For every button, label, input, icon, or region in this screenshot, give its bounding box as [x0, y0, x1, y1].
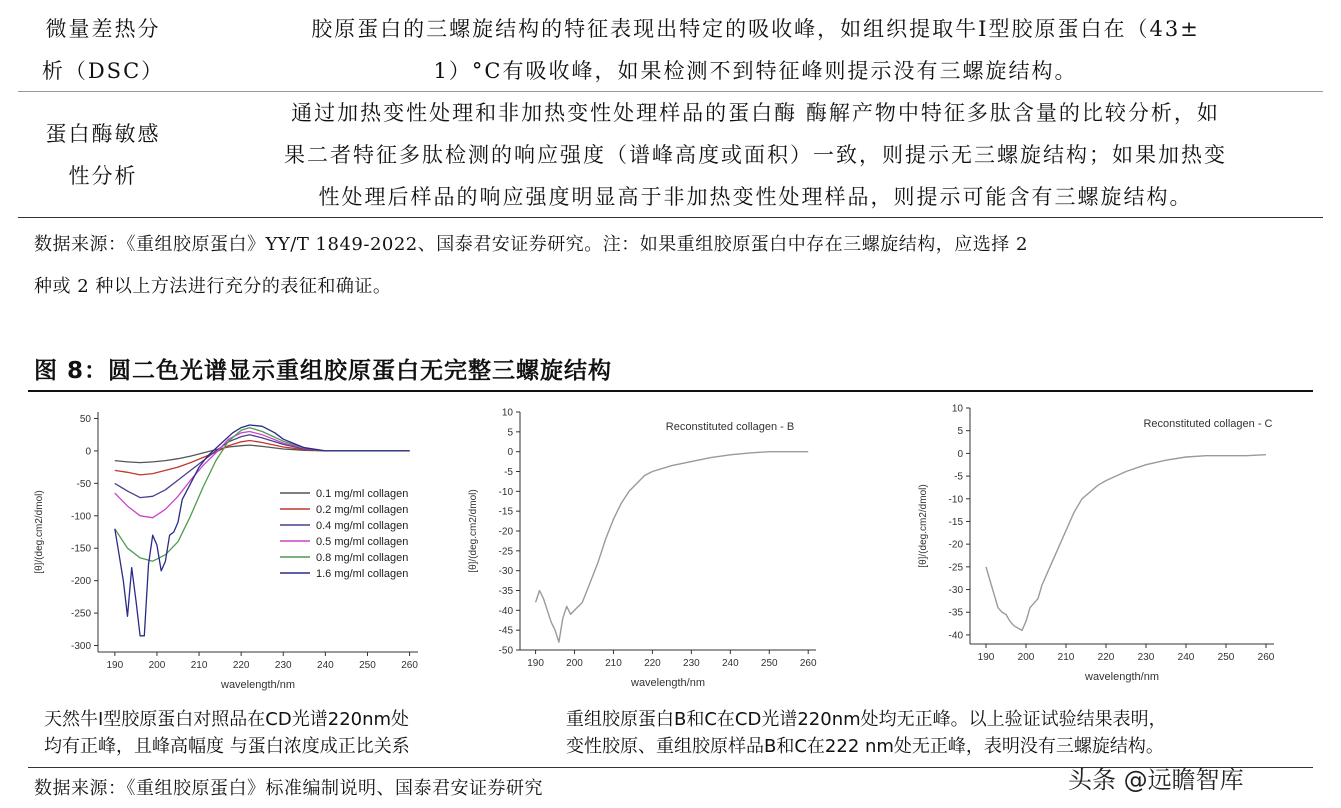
y-tick-label: 10 — [951, 403, 963, 415]
caption-line: 变性胶原、重组胶原样品B和C在222 nm处无正峰，表明没有三螺旋结构。 — [566, 736, 1164, 757]
y-axis-label: [θ]/(deg.cm2/dmol) — [918, 484, 929, 568]
x-tick-label: 220 — [1097, 652, 1115, 663]
x-tick-label: 240 — [317, 660, 334, 671]
x-tick-label: 250 — [1217, 652, 1235, 663]
method-line: 微量差热分 — [45, 16, 161, 41]
y-tick-label: -50 — [76, 478, 91, 490]
table-row — [18, 92, 1323, 218]
y-tick-label: -40 — [948, 630, 963, 642]
y-tick-label: -35 — [948, 607, 963, 619]
chart-svg — [912, 396, 1292, 696]
y-tick-label: -30 — [498, 566, 513, 578]
x-tick-label: 210 — [605, 658, 622, 669]
y-tick-label: 0 — [957, 448, 963, 460]
x-tick-label: 230 — [1137, 652, 1155, 663]
cd-spectrum-chart-b — [462, 396, 832, 700]
x-axis-label: wavelength/nm — [221, 679, 295, 691]
legend-label: 1.6 mg/ml collagen — [316, 568, 409, 580]
description-cell — [188, 8, 1323, 92]
y-tick-label: -20 — [948, 539, 963, 551]
x-tick-label: 200 — [148, 660, 166, 671]
description-line: 胶原蛋白的三螺旋结构的特征表现出特定的吸收峰，如组织提取牛Ⅰ型胶原蛋白在（43± — [311, 16, 1200, 41]
x-tick-label: 260 — [1257, 652, 1275, 663]
cd-spectrum-chart-native — [30, 396, 430, 700]
y-tick-label: 5 — [507, 427, 513, 439]
x-tick-label: 210 — [190, 660, 208, 671]
y-tick-label: -100 — [70, 511, 91, 523]
caption-line: 重组胶原蛋白B和C在CD光谱220nm处均无正峰。以上验证试验结果表明， — [566, 709, 1167, 730]
series-line — [986, 455, 1266, 631]
method-cell — [18, 113, 188, 197]
y-tick-label: -250 — [70, 608, 91, 620]
series-line — [115, 445, 410, 463]
x-tick-label: 260 — [401, 660, 418, 671]
series-line — [536, 452, 809, 642]
y-tick-label: -15 — [948, 516, 963, 528]
x-tick-label: 220 — [644, 658, 661, 669]
y-tick-label: -300 — [70, 641, 91, 653]
y-tick-label: -20 — [498, 526, 513, 538]
series-line — [115, 441, 410, 475]
y-tick-label: 0 — [85, 446, 91, 458]
y-tick-label: -45 — [498, 625, 513, 637]
x-tick-label: 250 — [359, 660, 376, 671]
y-tick-label: -150 — [70, 543, 91, 555]
x-tick-label: 230 — [683, 658, 700, 669]
caption-line: 均有正峰，且峰高幅度 与蛋白浓度成正比关系 — [44, 736, 410, 757]
watermark: 头条 @远瞻智库 — [1068, 766, 1244, 794]
method-line: 析（DSC） — [41, 58, 165, 83]
x-tick-label: 190 — [977, 652, 995, 663]
y-axis-label: [θ]/(deg.cm2/dmol) — [34, 490, 45, 574]
x-tick-label: 230 — [274, 660, 292, 671]
method-cell — [18, 8, 188, 92]
y-tick-label: -50 — [498, 645, 513, 657]
legend-label: 0.5 mg/ml collagen — [316, 536, 409, 548]
table-source-note — [34, 224, 1304, 308]
x-tick-label: 260 — [799, 658, 817, 669]
x-tick-label: 250 — [760, 658, 778, 669]
y-axis-label: [θ]/(deg.cm2/dmol) — [468, 489, 479, 573]
x-tick-label: 190 — [527, 658, 544, 669]
y-tick-label: -200 — [70, 576, 91, 588]
description-cell — [188, 92, 1323, 218]
y-tick-label: -5 — [504, 467, 513, 478]
x-tick-label: 240 — [1177, 652, 1195, 663]
y-tick-label: 10 — [501, 407, 513, 419]
caption-line: 天然牛Ⅰ型胶原蛋白对照品在CD光谱220nm处 — [44, 709, 410, 730]
y-tick-label: -40 — [498, 605, 513, 617]
figure-title: 图 8：圆二色光谱显示重组胶原蛋白无完整三螺旋结构 — [34, 358, 613, 384]
description-line: 1）°C有吸收峰，如果检测不到特征峰则提示没有三螺旋结构。 — [433, 58, 1078, 83]
note-line: 种或 2 种以上方法进行充分的表征和确证。 — [34, 276, 392, 297]
legend-label: 0.8 mg/ml collagen — [316, 552, 409, 564]
description-line: 性处理后样品的响应强度明显高于非加热变性处理样品，则提示可能含有三螺旋结构。 — [318, 184, 1193, 209]
x-tick-label: 200 — [1017, 652, 1035, 663]
legend-label: 0.4 mg/ml collagen — [316, 520, 409, 532]
figure-source: 数据来源：《重组胶原蛋白》标准编制说明、国泰君安证券研究 — [34, 778, 543, 799]
x-axis-label: wavelength/nm — [631, 677, 705, 689]
note-line: 数据来源：《重组胶原蛋白》YY/T 1849-2022、国泰君安证券研究。注：如果重组胶原蛋白中存在三螺旋结构，应选择 2 — [34, 234, 1028, 255]
y-tick-label: -30 — [948, 585, 963, 597]
y-tick-label: 5 — [957, 426, 963, 438]
y-tick-label: -25 — [948, 562, 963, 574]
method-line: 蛋白酶敏感 — [45, 121, 161, 146]
caption-native-collagen — [44, 706, 410, 760]
x-tick-label: 190 — [106, 660, 124, 671]
x-tick-label: 210 — [1057, 652, 1075, 663]
y-tick-label: -25 — [498, 546, 513, 558]
chart-title: Reconstituted collagen - C — [1143, 418, 1273, 430]
legend-label: 0.2 mg/ml collagen — [316, 504, 409, 516]
description-line: 果二者特征多肽检测的响应强度（谱峰高度或面积）一致，则提示无三螺旋结构；如果加热变 — [284, 142, 1227, 167]
legend-label: 0.1 mg/ml collagen — [316, 488, 409, 500]
chart-svg — [30, 396, 430, 696]
y-tick-label: -15 — [498, 506, 513, 518]
method-line: 性分析 — [68, 163, 138, 188]
y-tick-label: -10 — [948, 494, 963, 506]
x-axis-label: wavelength/nm — [1085, 671, 1159, 683]
cd-spectrum-chart-c — [912, 396, 1292, 700]
x-tick-label: 200 — [566, 658, 583, 669]
y-tick-label: 0 — [507, 447, 513, 459]
y-tick-label: -10 — [498, 486, 513, 498]
x-tick-label: 220 — [232, 660, 250, 671]
method-table — [18, 8, 1323, 218]
chart-svg — [462, 396, 832, 696]
y-tick-label: -35 — [498, 586, 513, 597]
y-tick-label: 50 — [79, 413, 91, 425]
description-line: 通过加热变性处理和非加热变性处理样品的蛋白酶 酶解产物中特征多肽含量的比较分析，如 — [291, 100, 1220, 125]
figure-title-rule — [28, 390, 1313, 392]
caption-recombinant-collagen — [566, 706, 1167, 760]
chart-title: Reconstituted collagen - B — [665, 421, 795, 433]
y-tick-label: -5 — [954, 471, 963, 483]
table-row — [18, 8, 1323, 92]
x-tick-label: 240 — [721, 658, 739, 669]
